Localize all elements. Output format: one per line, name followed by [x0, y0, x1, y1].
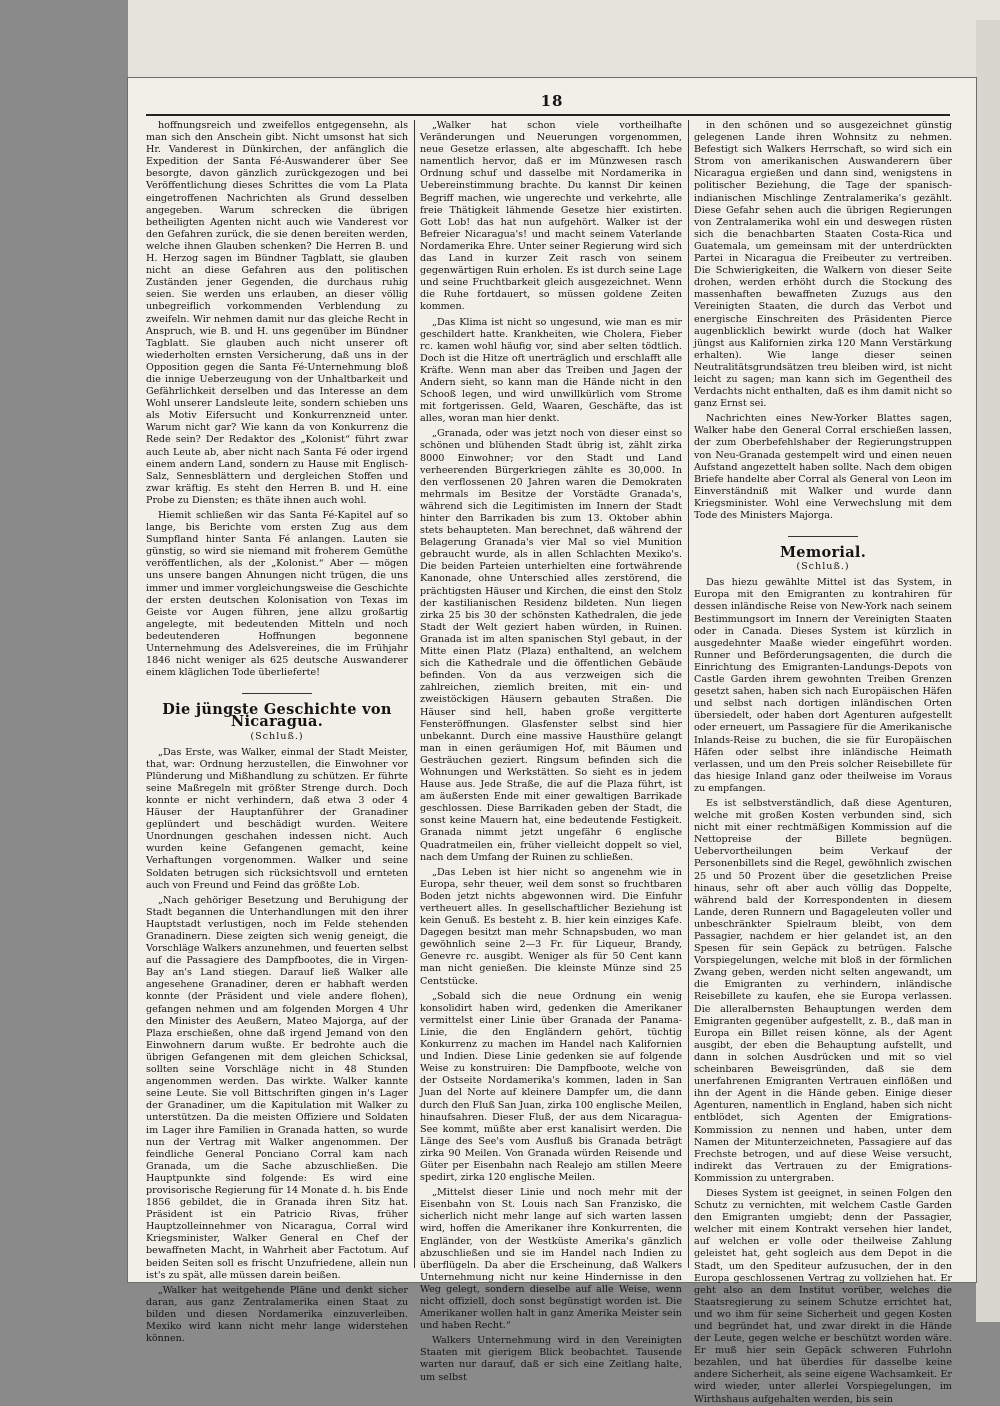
column-3 — [694, 120, 952, 1405]
paragraph: Walkers Unternehmung wird in den Vereinigten Staaten mit gierigem Blick beobachtet. Tausende warten nur darauf, daß er sich eine Zeitlang halte, um selbst — [420, 1335, 682, 1383]
section-separator — [242, 693, 312, 694]
paragraph: „Nach gehöriger Besetzung und Beruhigung der Stadt begannen die Unterhandlungen mit den ihrer Hauptstadt verlustigen, noch im Felde stehenden Granadinern. Diese zeigten sich wenig geneigt, die Vorschläge Walkers anzunehmen, und feuerten selbst auf die Passagiere des Dampfbootes, die in Virgen-Bay an's Land stiegen. Darauf ließ Walker alle angesehene Granadiner, deren er habhaft werden konnte (der Präsident und viele andere flohen), gefangen nehmen und am folgenden Morgen 4 Uhr den Minister des Aeußern, Mateo Majorga, auf der Plaza erschießen, ohne daß irgend Jemand von den Einwohnern darum wußte. Er bedrohte auch die übrigen Gefangenen mit dem gleichen Schicksal, sollten seine Vorschläge nicht in 48 Stunden angenommen werden. Das wirkte. Walker kannte seine Leute. Sie voll Bittschriften gingen in's Lager der Granadiner, um die Kapitulation mit Walker zu unterstützen. Da die meisten Offiziere und Soldaten im Lager ihre Familien in Granada hatten, so wurde nun der Vertrag mit Walker angenommen. Der feindliche General Ponciano Corral kam nach Granada, um die Sache abzuschließen. Die Hauptpunkte sind folgende: Es wird eine provisorische Regierung für 14 Monate d. h. bis Ende 1856 gebildet, die in Granada ihren Sitz hat. Präsident ist ein Patricio Rivas, früher Hauptzolleinnehmer von Nicaragua, Corral wird Kriegsminister, Walker General en Chef der bewaffneten Macht, in Wahrheit aber Factotum. Auf beiden Seiten soll es frischt Unzufriedene, allein nun ist's zu spät, alle müssen darein beißen. — [146, 894, 408, 1281]
paragraph: „Mittelst dieser Linie und noch mehr mit der Eisenbahn von St. Louis nach San Franzisko, die sicherlich nicht mehr lange auf sich warten lassen wird, hoffen die Amerikaner ihre Konkurrenten, die Engländer, von der Westküste Amerika's gänzlich abzuschließen und sie im Handel nach Indien zu überflügeln. Da aber die Erscheinung, daß Walkers Unternehmung nicht nur keine Hindernisse in den Weg gelegt, sondern dieselbe auf alle Weise, wenn nicht offiziell, doch sonst begünstigt worden ist. Die Amerikaner wollen halt in ganz Amerika Meister sein und haben Recht.“ — [420, 1187, 682, 1332]
paragraph: „Walker hat schon viele vortheilhafte Veränderungen und Neuerungen vorgenommen, neue Gesetze erlassen, alte abgeschafft. Ich hebe namentlich hervor, daß er im Münzwesen rasch Ordnung schuf und dasselbe mit Nordamerika in Uebereinstimmung brachte. Du kannst Dir keinen Begriff machen, wie ungerechte und verkehrte, alle freie Thätigkeit lähmende Gesetze hier existirten. Gott Lob! das hat nun aufgehört. Walker ist der Befreier Nicaragua's! und macht seinem Vaterlande Nordamerika Ehre. Unter seiner Regierung wird sich das Land in kurzer Zeit rasch von seinem gegenwärtigen Ruin erholen. Es ist durch seine Lage und seine Fruchtbarkeit gleich ausgezeichnet. Wenn die Ruhe fortdauert, so müssen goldene Zeiten kommen. — [420, 120, 682, 313]
paragraph: Dieses System ist geeignet, in seinen Folgen den Schutz zu vernichten, mit welchem Castle Garden den Emigranten umgiebt; denn der Passagier, welcher mit einem Kontrakt versehen hier landet, auf welchen er volle oder theilweise Zahlung geleistet hat, geht sogleich aus dem Depot in die Stadt, um den Spediteur aufzusuchen, der in den Europa geschlossenen Vertrag zu vollziehen hat. Er geht also an dem Institut vorüber, welches die Staatsregierung zu seinem Schutze errichtet hat, und wo ihm für seine Sicherheit und gegen Kosten und begründet hat, und zwar direkt in die Hände der Leute, gegen welche er beschützt worden wäre. Er muß hier sein Gepäck schweren Fuhrlohn bezahlen, und hat überdies für dasselbe keine andere Sicherheit, als seine eigene Wachsamkeit. Er wird wieder, unter allerlei Vorspiegelungen, im Wirthshaus aufgehalten werden, bis sein — [694, 1187, 952, 1405]
page-number: 18 — [540, 92, 564, 110]
paragraph: Nachrichten eines New-Yorker Blattes sagen, Walker habe den General Corral erschießen lassen, der zum Oberbefehlshaber der Regierungstruppen von Neu-Granada gestempelt wird und einen neuen Aufstand angezettelt haben sollte. Nach dem obigen Briefe handelte aber Corral als General von Leon im Einverständniß mit Walker und wurde dann Kriegsminister. Wohl eine Verwechslung mit dem Tode des Ministers Majorga. — [694, 413, 952, 521]
article-subheading: (Schluß.) — [796, 561, 850, 573]
column-2 — [420, 120, 682, 1383]
paragraph: „Das Klima ist nicht so ungesund, wie man es mir geschildert hatte. Krankheiten, wie Cholera, Fieber rc. kamen wohl häufig vor, sind aber selten tödtlich. Doch ist die Hitze oft unerträglich und erschlafft alle Kräfte. Wenn man aber das Treiben und Jagen der Andern sieht, so kann man die Hände nicht in den Schooß legen, und wird unwillkürlich vom Strome mit fortgerissen. Geld, Waaren, Geschäfte, das ist alles, woran man hier denkt. — [420, 316, 682, 425]
paragraph: „Das Leben ist hier nicht so angenehm wie in Europa, sehr theuer, weil dem sonst so fruchtbaren Boden jetzt nichts abgewonnen wird. Die Einfuhr vertheuert alles. In gesellschaftlicher Beziehung ist kein Genuß. Es besteht z. B. hier kein einziges Kafe. Dagegen besitzt man mehr Schnapsbuden, wo man gewöhnlich seine 2—3 Fr. für Liqueur, Brandy, Genevre rc. ausgibt. Weniger als für 50 Cent kann man nicht genießen. Die kleinste Münze sind 25 Centstücke. — [420, 866, 682, 987]
paragraph: „Sobald sich die neue Ordnung ein wenig konsolidirt haben wird, gedenken die Amerikaner vermittelst einer Linie über Granada der Panama-Linie, die den Engländern gehört, tüchtig Konkurrenz zu machen im Handel nach Kalifornien und Indien. Diese Linie gedenken sie auf folgende Weise zu konstruiren: Die Dampfboote, welche von der Ostseite Nordamerika's kommen, laden in San Juan del Norte auf kleinere Dampfer um, die dann durch den Fluß San Juan, zirka 100 englische Meilen, hinaufsahren. Dieser Fluß, der aus dem Nicaragua-See kommt, müßte aber erst kanalisirt werden. Die Länge des See's vom Ausfluß bis Granada beträgt zirka 90 Meilen. Von Granada würden Reisende und Güter per Eisenbahn nach Realejo am stillen Meere spedirt, zirka 120 englische Meilen. — [420, 990, 682, 1184]
newspaper-page — [128, 78, 976, 1405]
column-1 — [146, 120, 408, 1345]
paragraph: in den schönen und so ausgezeichnet günstig gelegenen Lande ihren Wohnsitz zu nehmen. Befestigt sich Walkers Herrschaft, so wird sich ein Strom von amerikanischen Auswanderern über Nicaragua ergießen und dann sind, wenigstens in politischer Beziehung, die Tage der spanisch-indianischen Mischlinge Zentralamerika's gezählt. Diese Gefahr sehen auch die übrigen Regierungen von Zentralamerika wohl ein und deswegen rüsten sich die benachbarten Staaten Costa-Rica und Guatemala, um gemeinsam mit der unterdrückten Partei in Nicaragua die Freibeuter zu vertreiben. Die Schwierigkeiten, die Walkern von dieser Seite drohen, werden erhöht durch die Stockung des massenhaften bewaffneten Zuzugs aus den Vereinigten Staaten, die durch das Verbot und energische Einschreiten des Präsidenten Pierce augenblicklich bewirkt wurde (doch hat Walker jüngst aus Kalifornien zirka 120 Mann Verstärkung erhalten). Wie lange dieser seinen Neutralitätsgrundsätzen treu bleiben wird, ist nicht leicht zu sagen; man kann sich im Gegentheil des Verdachts nicht enthalten, daß es ihm damit nicht so ganz Ernst sei. — [694, 120, 952, 410]
column-divider — [414, 120, 415, 1268]
paragraph: Hiemit schließen wir das Santa Fé-Kapitel auf so lange, bis Berichte vom ersten Zug aus dem Sumpfland hinter Santa Fé anlangen. Lauten sie günstig, so wird sie niemand mit froherem Gemüthe veröffentlichen, als der „Kolonist.“ Aber — mögen uns unsere bangen Ahnungen nicht trügen, die uns immer und immer vorgleichungsweise die Geschichte der ersten deutschen Kolonisation von Texas im Geiste vor Augen führen, jene allzu großartig angelegte, mit bedeutenden Mitteln und noch bedeutenderen Hoffnungen begonnene Unternehmung des Adelsvereines, die im Frühjahr 1846 nicht weniger als 625 deutsche Auswanderer einem kläglichen Tode überlieferte! — [146, 510, 408, 679]
paragraph: Das hiezu gewählte Mittel ist das System, in Europa mit den Emigranten zu kontrahiren für dessen inländische Reise von New-York nach seinem Bestimmungsort im Innern der Vereinigten Staaten oder in Canada. Dieses System ist kürzlich in ausgedehnter Maaße wieder eingeführt worden. Runner und Beförderungsagenten, die durch die Einrichtung des Emigranten-Landungs-Depots von Castle Garden ihrem gewohnten Treiben Grenzen gesetzt sahen, haben sich nach Europäischen Häfen und selbst nach dortigen inländischen Orten übersiedelt, oder haben dort Agenturen aufgestellt oder erneuert, um Passagiere für die Amerikanische Inlands-Reise zu buchen, die sie für Europäischen Häfen oder selbst ihre inländische Heimath verlassen, und um den Preis solcher Reisebillete für das hiesige Inland ganz oder theilweise im Voraus zu empfangen. — [694, 577, 952, 794]
paragraph: Es ist selbstverständlich, daß diese Agenturen, welche mit großen Kosten verbunden sind, sich nicht mit einer rechtmäßigen Kommission auf die Nettopreise der Billete begnügen. Uebervortheilungen beim Verkauf der Personenbillets sind die Regel, gewöhnlich zwischen 25 und 50 Prozent über die gesetzlichen Preise hinaus, sehr oft aber auch völlig das Doppelte, während bald der Korrespondenten in diesem Lande, deren Runnern und Bagageleuten voller und unbeschränkter Spielraum bleibt, von dem Passagier, nachdem er hier gelandet ist, an den Spesen für sein Gepäck zu betrügen. Falsche Vorspiegelungen, welche mit bloß in der förmlichen Zwang geben, werden nicht selten angewandt, um die Emigranten zu verhindern, inländische Reisebillete zu kaufen, ehe sie Europa verlassen. Die alleralbernsten Behauptungen werden dem Emigranten gegenüber aufgestellt, z. B., daß man in Europa ein Billet reisen könne, als der Agent ausgibt, der eben die Behauptung aufstellt, und dann in solchen Ausdrücken und mit so viel scheinbaren Beweisgründen, daß sie dem unerfahrenen Emigranten Vertrauen einflößen und ihn der Agent in die Hände geben. Einige dieser Agenturen, namentlich in England, haben sich nicht entblödet, sich Agenten der Emigrations-Kommission zu nennen und haben, unter dem Namen der Mitunterzeichneten, Passagiere auf das Frechste betrogen, und auf diese Weise versucht, indirekt das Vertrauen zu der Emigrations-Kommission zu untergraben. — [694, 797, 952, 1184]
article-heading-memorial: Memorial. — [779, 544, 867, 562]
paragraph: „Granada, oder was jetzt noch von dieser einst so schönen und blühenden Stadt übrig ist, zählt zirka 8000 Einwohner; vor den Stadt und Land verheerenden Bürgerkriegen zählte es 30,000. In den verflossenen 20 Jahren waren die Demokraten mehrmals im Besitze der Vorstädte Granada's, während sich die Legitimisten im Innern der Stadt hinter den Barrikaden bis zum 13. Oktober abhin stets behaupteten. Man berechnet, daß während der Belagerung Granada's vier Mal so viel Munition gebraucht wurde, als in allen Schlachten Mexiko's. Die beiden Parteien unterhielten eine fortwährende Kanonade, ohne Unterschied alles zerstörend, die prächtigsten Häuser und Kirchen, die einst den Stolz der kastilianischen Residenz bildeten. Nun liegen zirka 25 bis 30 der schönsten Kathedralen, die jede Stadt der Welt geziert haben würden, in Ruinen. Granada ist im alten spanischen Styl gebaut, in der Mitte einen Platz (Plaza) enthaltend, an welchem sich die Kathedrale und die öffentlichen Gebäude befinden. Von da aus verzweigen sich die zahlreichen, ziemlich breiten, mit ein- und zweistöckigen Häusern gebauten Straßen. Die Häuser sind hell, haben große vergitterte Fensteröffnungen. Glasfenster selbst sind hier unbekannt. Durch eine massive Hausthüre gelangt man in einen geräumigen Hof, mit Bäumen und Gesträuchen geziert. Ringsum befinden sich die Wohnungen und Werkstätten. So sieht es in jedem Hause aus. Jede Straße, die auf die Plaza führt, ist am äußersten Ende mit einer gewaltigen Barrikade geschlossen. Diese Barrikaden geben der Stadt, die sonst keine Mauern hat, eine bedeutende Festigkeit. Granada nimmt jetzt ungefähr 6 englische Quadratmeilen ein, früher vielleicht doppelt so viel, nach dem Umfang der Ruinen zu schließen. — [420, 428, 682, 863]
column-divider — [688, 120, 689, 1268]
header-rule — [146, 114, 950, 116]
paragraph: „Walker hat weitgehende Pläne und denkt sicher daran, aus ganz Zentralamerika einen Staat zu bilden und diesen Nordamerika einzuverleiben. Mexiko wird kann nicht mehr lange widerstehen können. — [146, 1284, 408, 1345]
article-heading-nicaragua: Die jüngste Geschichte von Nicaragua. — [162, 701, 392, 731]
scan-top-margin — [128, 0, 1000, 78]
section-separator — [788, 536, 858, 537]
scan-right-margin — [976, 20, 1000, 1322]
article-subheading: (Schluß.) — [250, 730, 304, 742]
paragraph: „Das Erste, was Walker, einmal der Stadt Meister, that, war: Ordnung herzustellen, die Einwohner vor Plünderung und Mißhandlung zu schützen. Er führte seine Maßregeln mit größter Strenge durch. Doch konnte er nicht verhindern, daß etwa 3 oder 4 Häuser der Hauptanführer der Granadiner geplündert und beschädigt wurden. Weitere Unordnungen geschahen indessen nicht. Auch wurden keine Gefangenen gemacht, keine Verhaftungen vorgenommen. Walker und seine Soldaten betrugen sich rücksichtsvoll und ernteten auch von Freund und Feind das größte Lob. — [146, 746, 408, 891]
paragraph: hoffnungsreich und zweifellos entgegensehn, als man sich den Anschein gibt. Nicht umsonst hat sich Hr. Vanderest in Dünkirchen, der anfänglich die Expedition der Santa Fé-Auswanderer über See besorgte, davon gänzlich zurückgezogen und bei Veröffentlichung dieses Schrittes die vom La Plata eingetroffenen Nachrichten als Grund desselben angegeben. Warum schrecken die übrigen betheiligten Agenten nicht auch wie Vanderest vor den Gefahren zurück, die sie denen bereiten werden, welche ihnen Glauben schenken? Die Herren B. und H. Herzog sagen im Bündner Tagblatt, sie glauben nicht an diese Gefahren aus den politischen Zuständen jener Gegenden, die durchaus ruhig seien. Sie werden uns erlauben, an dieser völlig unbegreiflich vorkommenden Verblendung zu zweifeln. Wir nehmen damit nur das gleiche Recht in Anspruch, wie B. und H. uns gegenüber im Bündner Tagblatt. Sie glauben auch nicht unserer oft wiederholten ernsten Versicherung, daß uns in der Opposition gegen die Santa Fé-Unternehmung bloß die innige Ueberzeugung von der Unhaltbarkeit und Gefährlichkeit derselben und das Interesse an dem Wohl unserer Landsleute leite, sondern schieben uns als Motiv Eifersucht und Konkurrenzneid unter. Warum nicht gar? Wie kann da von Konkurrenz die Rede sein? Der Redaktor des „Kolonist“ führt zwar auch Leute ab, aber nicht nach Santa Fé oder irgend einem andern Land, sondern zu Hause mit Englisch-Salz, Sennesblättern und dergleichen Stoffen und zwar kräftig. Es steht den Herren B. und H. eine Probe zu Diensten; es thäte ihnen auch wohl. — [146, 120, 408, 506]
